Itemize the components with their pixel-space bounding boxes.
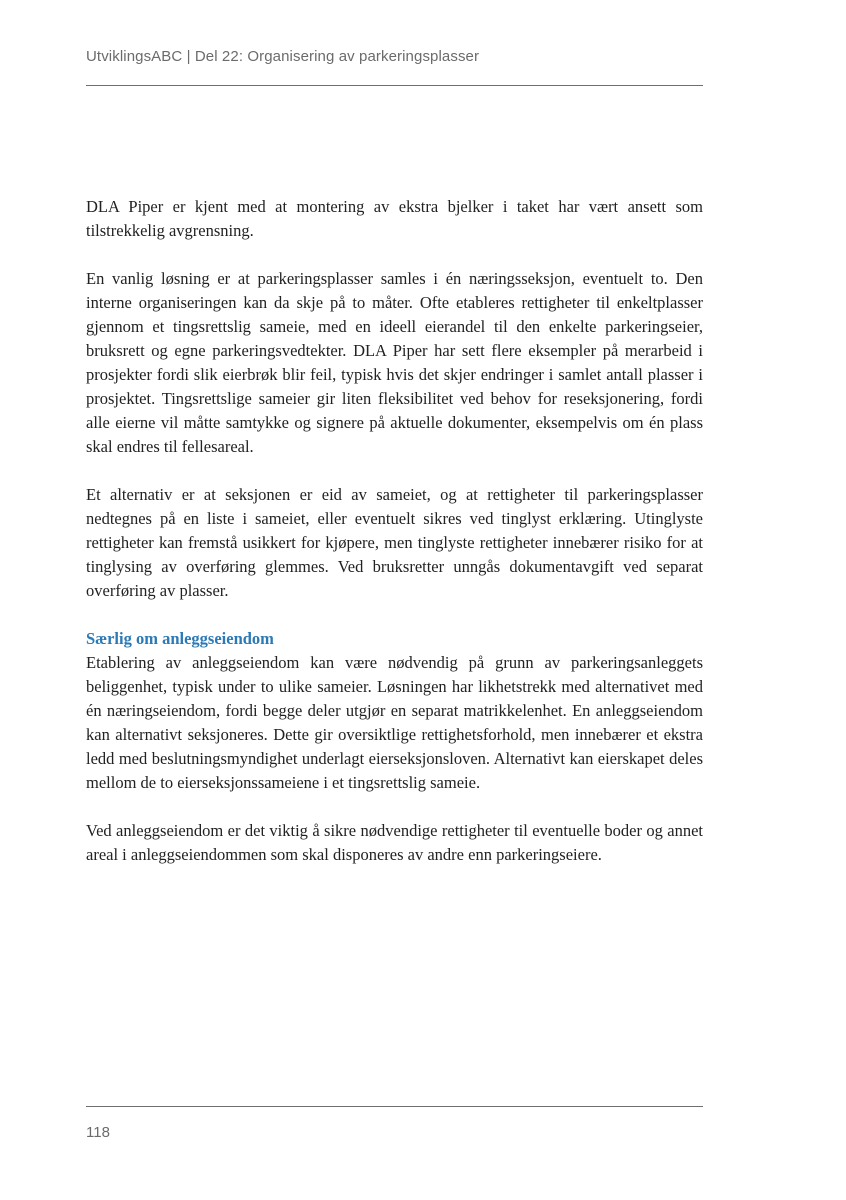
body-paragraph: Etablering av anleggseiendom kan være nødvendig på grunn av parkeringsanleggets beliggenhet, typisk under to ulike sameier. Løsningen har likhetstrekk med alternativet med én næringseiendom, fordi begge deler utgjør en separat matrikkelenhet. En anleggseiendom kan alternativt seksjoneres. Dette gir oversiktlige rettighetsforhold, men innebærer et ekstra ledd med beslutningsmyndighet underlagt eierseksjonsloven. Alternativt kan eierskapet deles mellom de to eierseksjonssameiene i et tingsrettslig sameie. [86, 653, 703, 792]
body-paragraph: Et alternativ er at seksjonen er eid av sameiet, og at rettigheter til parkeringsplasser nedtegnes på en liste i sameiet, eller eventuelt sikres ved tinglyst erklæring. Utinglyste rettigheter kan fremstå usikkert for kjøpere, men tinglyste rettigheter innebærer risiko for at tinglysing av overføring glemmes. Ved bruksretter unngås dokumentavgift ved separat overføring av plasser. [86, 485, 703, 600]
body-paragraph: En vanlig løsning er at parkeringsplasser samles i én næringsseksjon, eventuelt to. Den interne organiseringen kan da skje på to måter. Ofte etableres rettigheter til enkeltplasser gjennom et tingsrettslig sameie, med en ideell eierandel til den enkelte parkeringseier, bruksrett og egne parkeringsvedtekter. DLA Piper har sett flere eksempler på merarbeid i prosjekter fordi slik eierbrøk blir feil, typisk hvis det skjer endringer i samlet antall plasser i prosjektet. Tingsrettslige sameier gir liten fleksibilitet ved behov for reseksjonering, fordi alle eierne vil måtte samtykke og signere på aktuelle dokumenter, eksempelvis om én plass skal endres til fellesareal. [86, 269, 703, 456]
running-header: UtviklingsABC | Del 22: Organisering av parkeringsplasser [86, 48, 480, 65]
header-divider [86, 85, 703, 86]
page-number: 118 [86, 1124, 110, 1141]
body-paragraph: DLA Piper er kjent med at montering av ekstra bjelker i taket har vært ansett som tilstrekkelig avgrensning. [86, 197, 703, 240]
section-heading: Særlig om anleggseiendom [86, 629, 274, 648]
page-body [86, 195, 703, 891]
footer-divider [86, 1106, 703, 1107]
body-paragraph: Ved anleggseiendom er det viktig å sikre nødvendige rettigheter til eventuelle boder og annet areal i anleggseiendommen som skal disponeres av andre enn parkeringseiere. [86, 821, 703, 864]
